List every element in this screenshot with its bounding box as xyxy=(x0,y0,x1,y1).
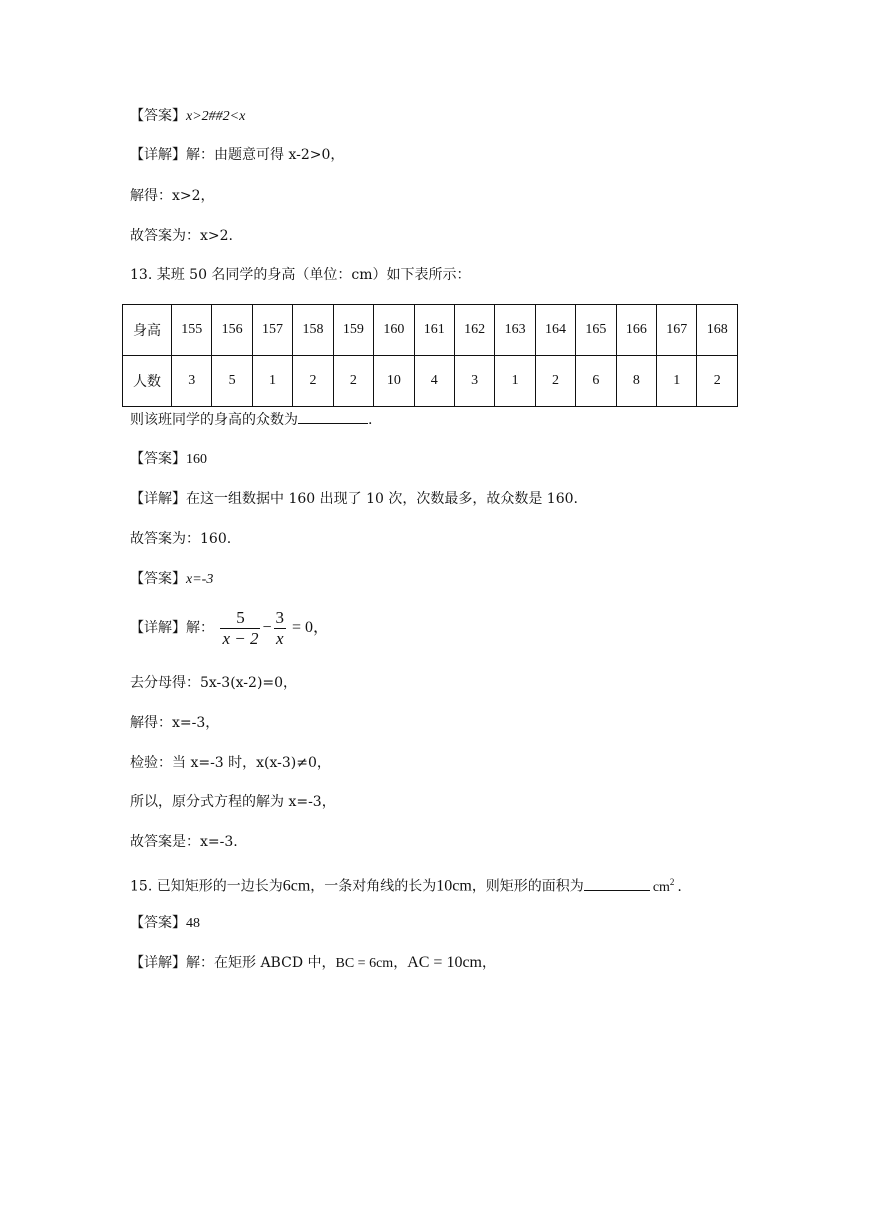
answer-label: 【答案】 xyxy=(130,571,186,587)
question-text: 15. 已知矩形的一边长为 xyxy=(130,878,283,895)
table-cell: 10 xyxy=(374,356,414,407)
question-13-prompt xyxy=(130,409,372,430)
table-cell: 2 xyxy=(697,356,738,407)
table-row xyxy=(123,356,738,407)
table-cell: 165 xyxy=(576,305,616,356)
answer-value: 48 xyxy=(186,916,200,931)
step-13-answer: 故答案为：160. xyxy=(130,531,232,547)
step-14-check: 检验：当 x=-3 时，x(x-3)≠0， xyxy=(130,755,331,771)
step-14-conclusion: 所以，原分式方程的解为 x=-3， xyxy=(130,794,336,810)
detail-label: 【详解】 xyxy=(130,620,186,636)
answer-15 xyxy=(130,913,200,934)
detail-text: 解：由题意可得 x-2>0， xyxy=(186,147,345,163)
table-cell: 158 xyxy=(293,305,333,356)
bc-length: BC = 6cm xyxy=(335,956,394,971)
fraction-5-over-x-minus-2 xyxy=(220,608,260,649)
table-row xyxy=(123,305,738,356)
answer-label: 【答案】 xyxy=(130,915,186,931)
detail-label: 【详解】 xyxy=(130,491,186,507)
table-cell: 3 xyxy=(172,356,212,407)
answer-12 xyxy=(130,106,245,127)
table-cell: 6 xyxy=(576,356,616,407)
unit-exponent: 2 xyxy=(669,877,675,887)
detail-12 xyxy=(130,145,344,165)
question-text: ，一条对角线的长为 xyxy=(310,878,437,895)
question-text: ，则矩形的面积为 xyxy=(471,878,584,895)
table-cell: 1 xyxy=(252,356,292,407)
minus-sign: − xyxy=(262,619,272,636)
table-cell: 162 xyxy=(454,305,494,356)
step-12-answer: 故答案为：x>2. xyxy=(130,228,233,244)
answer-13 xyxy=(130,449,207,470)
detail-14 xyxy=(130,606,329,650)
fraction-denominator: x xyxy=(274,628,287,649)
answer-blank xyxy=(584,876,650,891)
detail-text: 解：在矩形 ABCD 中， xyxy=(186,955,336,971)
table-cell: 2 xyxy=(293,356,333,407)
table-cell: 168 xyxy=(697,305,738,356)
table-cell: 156 xyxy=(212,305,252,356)
table-cell: 5 xyxy=(212,356,252,407)
question-15 xyxy=(130,872,682,898)
question-end: . xyxy=(677,878,682,895)
detail-label: 【详解】 xyxy=(130,147,186,163)
detail-pre: 解： xyxy=(186,620,214,636)
fraction-numerator: 5 xyxy=(236,607,245,627)
table-cell: 2 xyxy=(535,356,575,407)
detail-label: 【详解】 xyxy=(130,955,186,971)
detail-15 xyxy=(130,953,496,974)
answer-label: 【答案】 xyxy=(130,108,186,124)
table-cell: 164 xyxy=(535,305,575,356)
answer-value: 160 xyxy=(186,452,207,467)
step-14-solve: 解得：x=-3， xyxy=(130,715,220,731)
step-12-solve: 解得：x>2， xyxy=(130,188,215,204)
detail-13 xyxy=(130,489,578,509)
separator: ， xyxy=(393,955,408,971)
table-cell: 身高 xyxy=(123,305,172,356)
height-table xyxy=(122,304,738,407)
equation-rhs: = 0， xyxy=(288,619,330,636)
table-cell: 161 xyxy=(414,305,454,356)
side-length: 6cm xyxy=(282,877,311,895)
table-cell: 160 xyxy=(374,305,414,356)
table-cell: 166 xyxy=(616,305,656,356)
table-cell: 1 xyxy=(495,356,535,407)
answer-label: 【答案】 xyxy=(130,451,186,467)
fraction-numerator: 3 xyxy=(275,607,285,627)
table-cell: 163 xyxy=(495,305,535,356)
detail-text: 在这一组数据中 160 出现了 10 次，次数最多，故众数是 160. xyxy=(186,491,578,507)
table-cell: 4 xyxy=(414,356,454,407)
prompt-end: . xyxy=(368,412,373,428)
table-cell: 155 xyxy=(172,305,212,356)
table-cell: 人数 xyxy=(123,356,172,407)
area-unit: cm xyxy=(652,879,670,895)
answer-14 xyxy=(130,569,213,590)
answer-blank xyxy=(298,409,368,424)
table-cell: 8 xyxy=(616,356,656,407)
prompt-text: 则该班同学的身高的众数为 xyxy=(130,412,298,428)
table-cell: 2 xyxy=(333,356,373,407)
step-14-answer: 故答案是：x=-3. xyxy=(130,834,238,850)
table-cell: 157 xyxy=(252,305,292,356)
fraction-denominator: x − 2 xyxy=(222,628,259,648)
question-13: 13. 某班 50 名同学的身高（单位：cm）如下表所示： xyxy=(130,267,471,283)
detail-end: ， xyxy=(481,955,496,971)
table-cell: 167 xyxy=(657,305,697,356)
ac-length: AC = 10cm xyxy=(407,954,482,971)
fraction-3-over-x xyxy=(274,608,287,649)
answer-value: x=-3 xyxy=(186,572,214,587)
table-cell: 3 xyxy=(454,356,494,407)
table-cell: 1 xyxy=(657,356,697,407)
answer-value: x>2##2<x xyxy=(186,109,246,124)
diagonal-length: 10cm xyxy=(436,877,472,895)
table-cell: 159 xyxy=(333,305,373,356)
step-14-clear-denominator: 去分母得：5x-3(x-2)=0， xyxy=(130,675,298,691)
